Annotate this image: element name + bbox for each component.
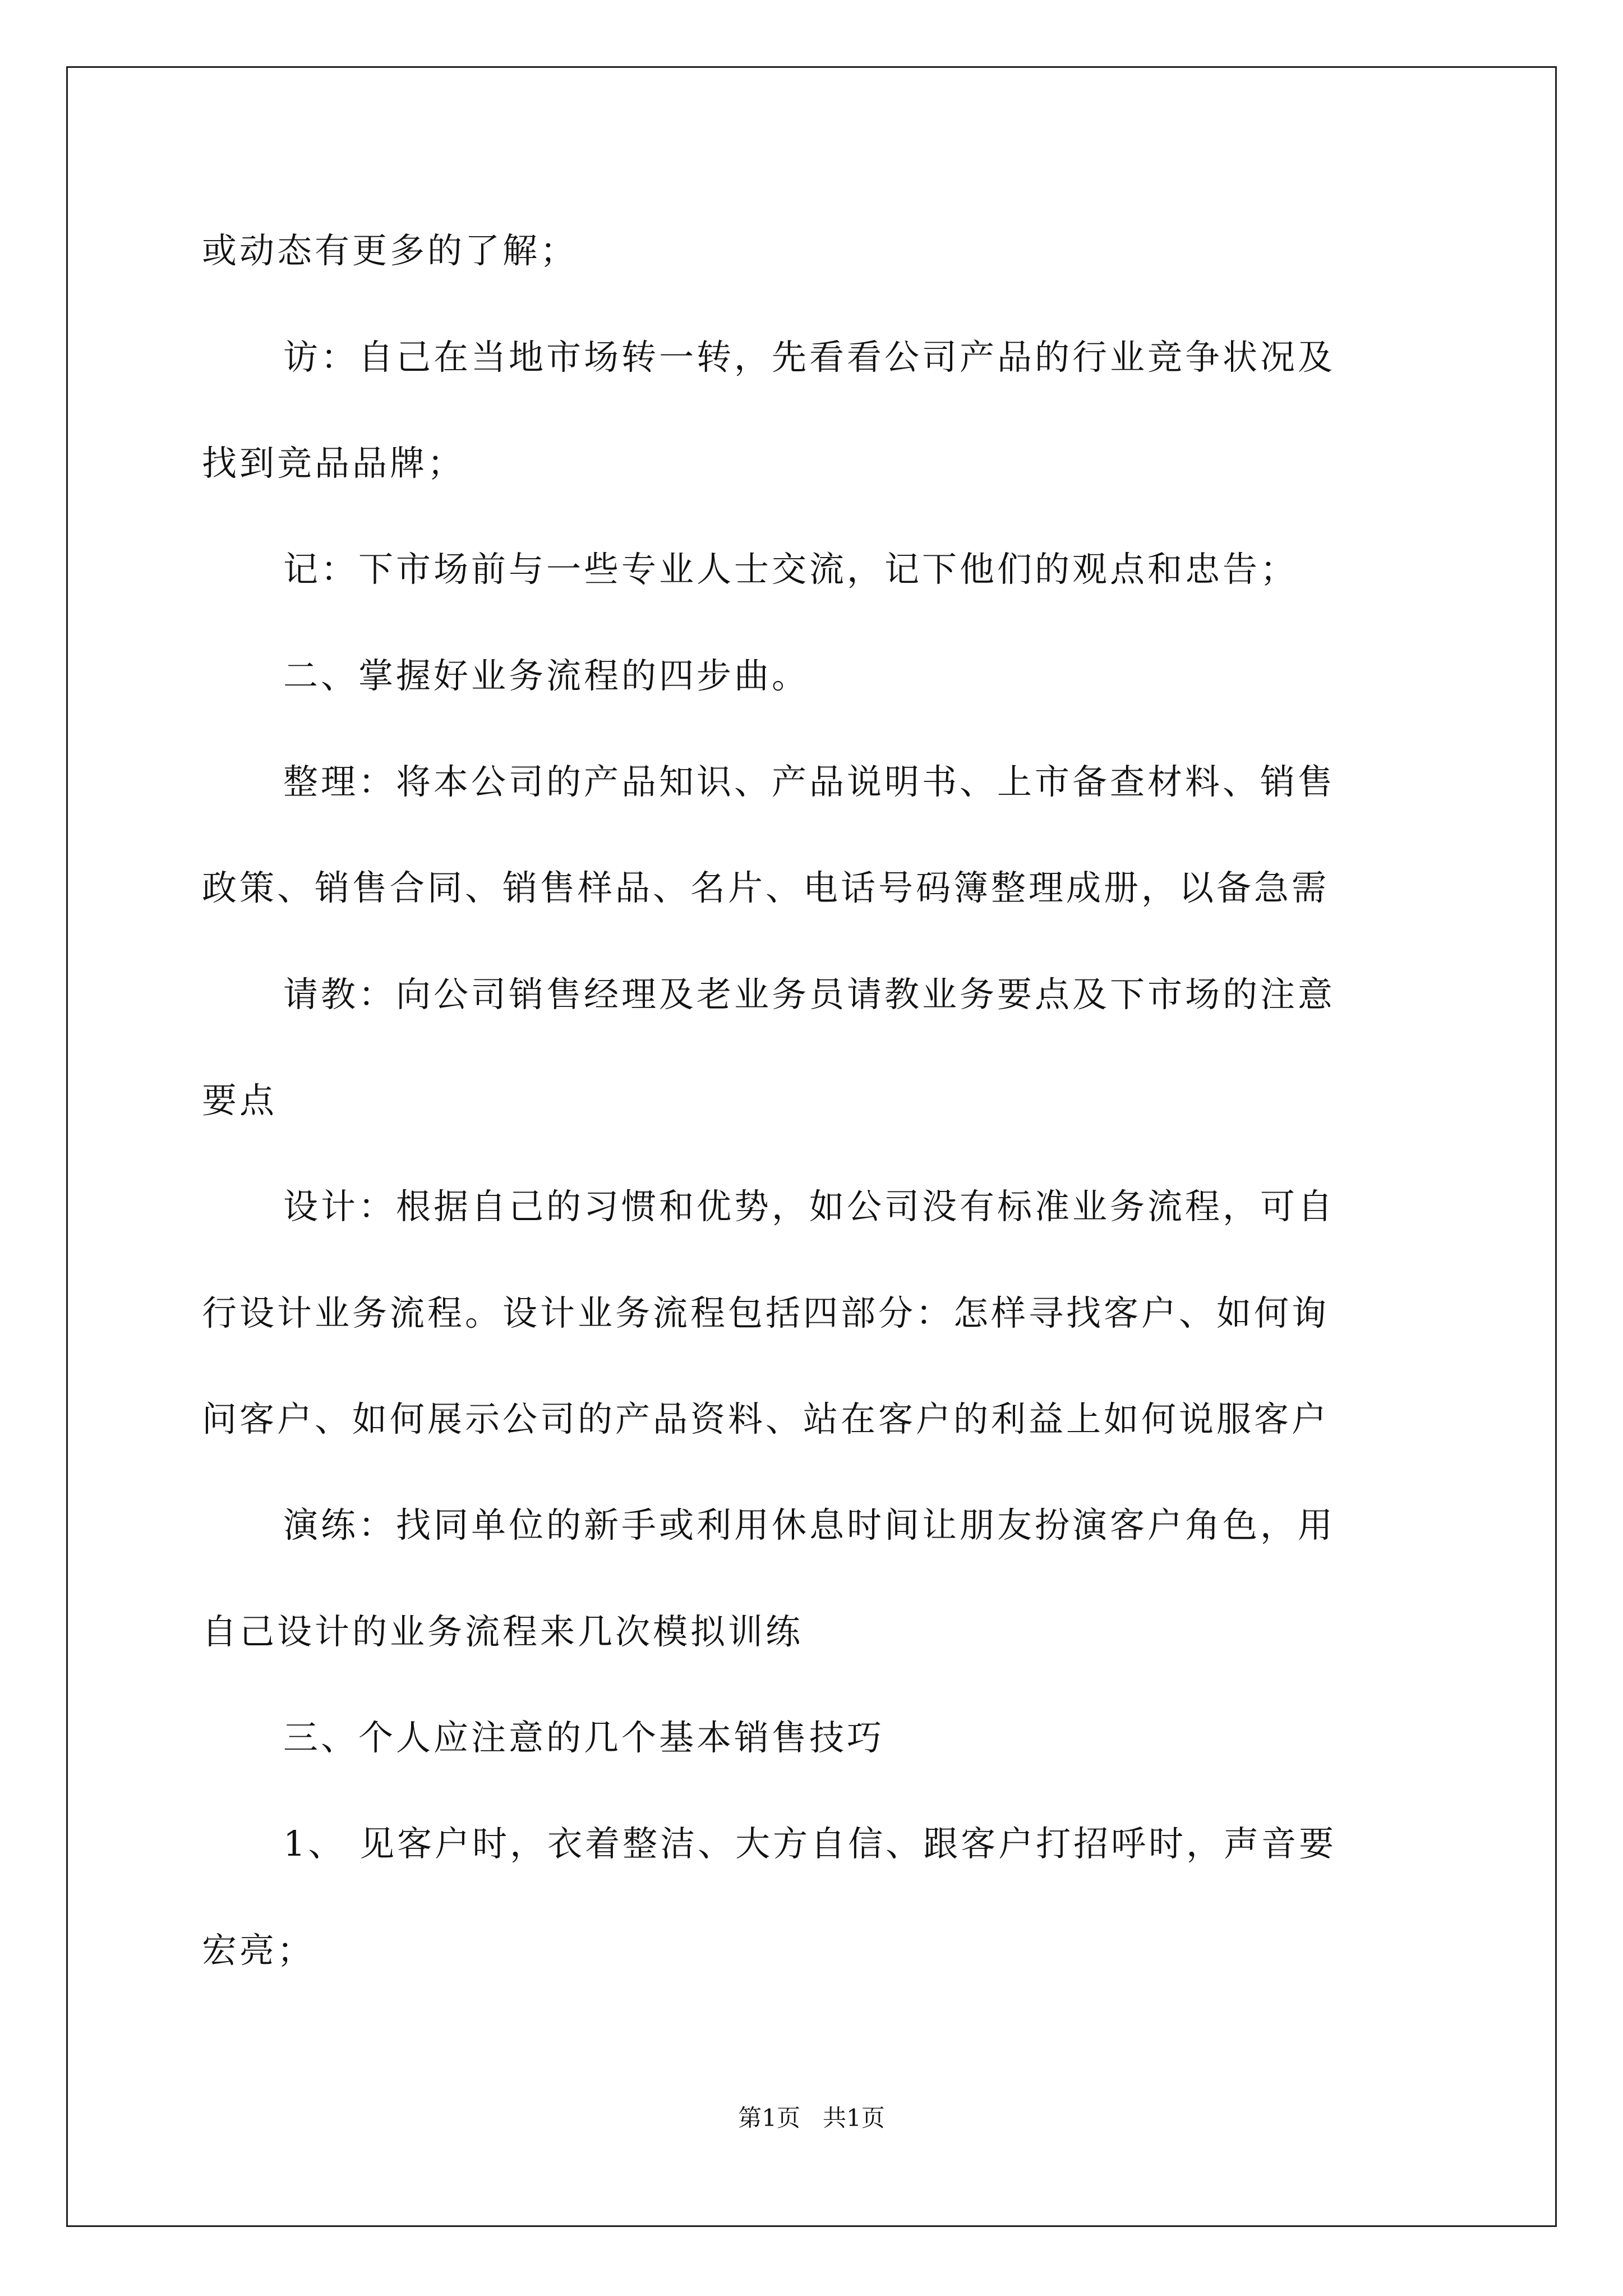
text-line: 或动态有更多的了解； [202,230,578,271]
text-line: 找到竞品品牌； [202,443,465,484]
text-line: 整理：将本公司的产品知识、产品说明书、上市备查材料、销售 [283,761,1336,802]
text-line: 访：自己在当地市场转一转，先看看公司产品的行业竞争状况及 [283,337,1336,378]
section-heading: 二、掌握好业务流程的四步曲。 [283,655,810,696]
text-line: 自己设计的业务流程来几次模拟训练 [202,1611,804,1652]
text-line: 要点 [202,1080,278,1121]
text-line: 问客户、如何展示公司的产品资料、站在客户的利益上如何说服客户 [202,1398,1330,1439]
text-line: 行设计业务流程。设计业务流程包括四部分：怎样寻找客户、如何询 [202,1292,1330,1333]
text-line: 宏亮； [202,1930,315,1971]
text-line: 记：下市场前与一些专业人士交流，记下他们的观点和忠告； [283,549,1298,590]
text-line: 请教：向公司销售经理及老业务员请教业务要点及下市场的注意 [283,974,1336,1015]
text-line: 演练：找同单位的新手或利用休息时间让朋友扮演客户角色，用 [283,1504,1336,1545]
section-heading: 三、个人应注意的几个基本销售技巧 [283,1717,885,1758]
text-line: 政策、销售合同、销售样品、名片、电话号码簿整理成册，以备急需 [202,867,1330,908]
text-line: 设计：根据自己的习惯和优势，如公司没有标准业务流程，可自 [283,1186,1336,1227]
text-line: 1、 见客户时，衣着整洁、大方自信、跟客户打招呼时，声音要 [283,1823,1337,1864]
page-number-footer: 第1页 共1页 [738,2104,885,2132]
